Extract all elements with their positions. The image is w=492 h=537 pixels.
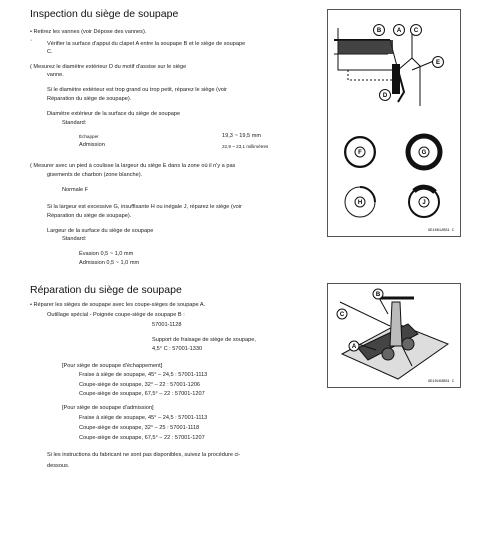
text-line: Réparation du siège de soupape). <box>47 213 132 219</box>
figure-code: GE10103BS1 C <box>428 380 454 384</box>
text-line: 4,5° C : 57001-1330 <box>152 346 203 352</box>
text-line: Outillage spécial - Poignée coupe-siège de soupape B : <box>47 312 185 318</box>
text-line: Si les instructions du fabricant ne sont pas disponibles, suivez la procédure ci- <box>47 452 241 458</box>
text-line: Coupe-siège de soupape, 67,5° – 22 : 57001-1207 <box>79 391 205 397</box>
label-D: D <box>382 93 388 99</box>
text-line: 57001-1128 <box>152 322 182 328</box>
bullet-dot: · <box>30 37 33 44</box>
text-line: Standard: <box>62 236 87 242</box>
text-line: ( Mesurer avec un pied à coulisse la largeur du siège E dans la zone où il n'y a pas <box>30 163 236 169</box>
section-title-inspection: Inspection du siège de soupape <box>30 8 179 20</box>
spec-intake-width: Admission 0,5 ~ 1,0 mm <box>79 260 140 266</box>
text-line: Si le diamètre extérieur est trop grand ou trop petit, réparez le siège (voir <box>47 87 228 93</box>
text-line: gisements de charbon (zone blanche). <box>47 172 143 178</box>
label-E: E <box>435 60 441 66</box>
seat-cutter-figure <box>327 283 461 388</box>
label-A: A <box>351 344 357 350</box>
text-line: vanne. <box>47 72 64 78</box>
text-line: Standard: <box>62 120 87 126</box>
text-line: Si la largeur est excessive G, insuffisante H ou inégale J, réparez le siège (voir <box>47 204 242 210</box>
label-B: B <box>376 28 382 34</box>
valve-seat-figure <box>327 9 461 237</box>
text-line: ( Mesurez le diamètre extérieur D du motif d'assise sur le siège <box>30 64 187 70</box>
text-line: dessous. <box>47 463 70 469</box>
section-title-repair: Réparation du siège de soupape <box>30 284 182 296</box>
label-G: G <box>421 150 427 156</box>
spec-value-exhaust: 19,3 ~ 19,5 mm <box>222 133 262 139</box>
label-F: F <box>358 150 362 156</box>
label-A: A <box>396 28 402 34</box>
text-line: Diamètre extérieur de la surface du siège de soupape <box>47 111 181 117</box>
figure-code: GE10612BS1 C <box>428 229 454 233</box>
text-line: Coupe-siège de soupape, 32° – 25 : 57001-1118 <box>79 425 200 431</box>
text-line: C. <box>47 49 53 55</box>
text-line: Réparation du siège de soupape). <box>47 96 132 102</box>
spec-value-intake: 22,9 ~ 23,1 millimètres <box>222 144 269 149</box>
label-J: J <box>422 200 426 206</box>
valve-seat-diagram <box>328 10 460 236</box>
text-line: [Pour siège de soupape d'échappement] <box>62 363 163 369</box>
spec-exhaust-width: Évasion 0,5 ~ 1,0 mm <box>79 251 134 257</box>
label-C: C <box>339 312 345 318</box>
spec-label-intake: Admission <box>79 142 105 148</box>
spec-label-exhaust: Échapper <box>79 134 99 139</box>
text-line: • Réparer les sièges de soupape avec les coupe-sièges de soupape A. <box>30 302 206 308</box>
label-C: C <box>413 28 419 34</box>
text-line: Coupe-siège de soupape, 32° – 22 : 57001-1206 <box>79 382 201 388</box>
text-line: Fraise à siège de soupape, 45° – 24,5 : 57001-1113 <box>79 415 208 421</box>
text-line: • Retirez les vannes (voir Dépose des vannes). <box>30 29 147 35</box>
text-line: Coupe-siège de soupape, 67,5° – 22 : 57001-1207 <box>79 435 205 441</box>
text-line: Vérifier la surface d'appui du clapet A entre la soupape B et le siège de soupape <box>47 41 246 47</box>
label-B: B <box>375 292 381 298</box>
text-line: [Pour siège de soupape d'admission] <box>62 405 154 411</box>
seat-cutter-diagram <box>328 284 460 387</box>
text-line: Largeur de la surface du siège de soupape <box>47 228 154 234</box>
text-line: Fraise à siège de soupape, 45° – 24,5 : 57001-1113 <box>79 372 208 378</box>
text-line: Support de fraisage de siège de soupape, <box>152 337 256 343</box>
label-H: H <box>357 200 363 206</box>
text-line: Normale F <box>62 187 89 193</box>
